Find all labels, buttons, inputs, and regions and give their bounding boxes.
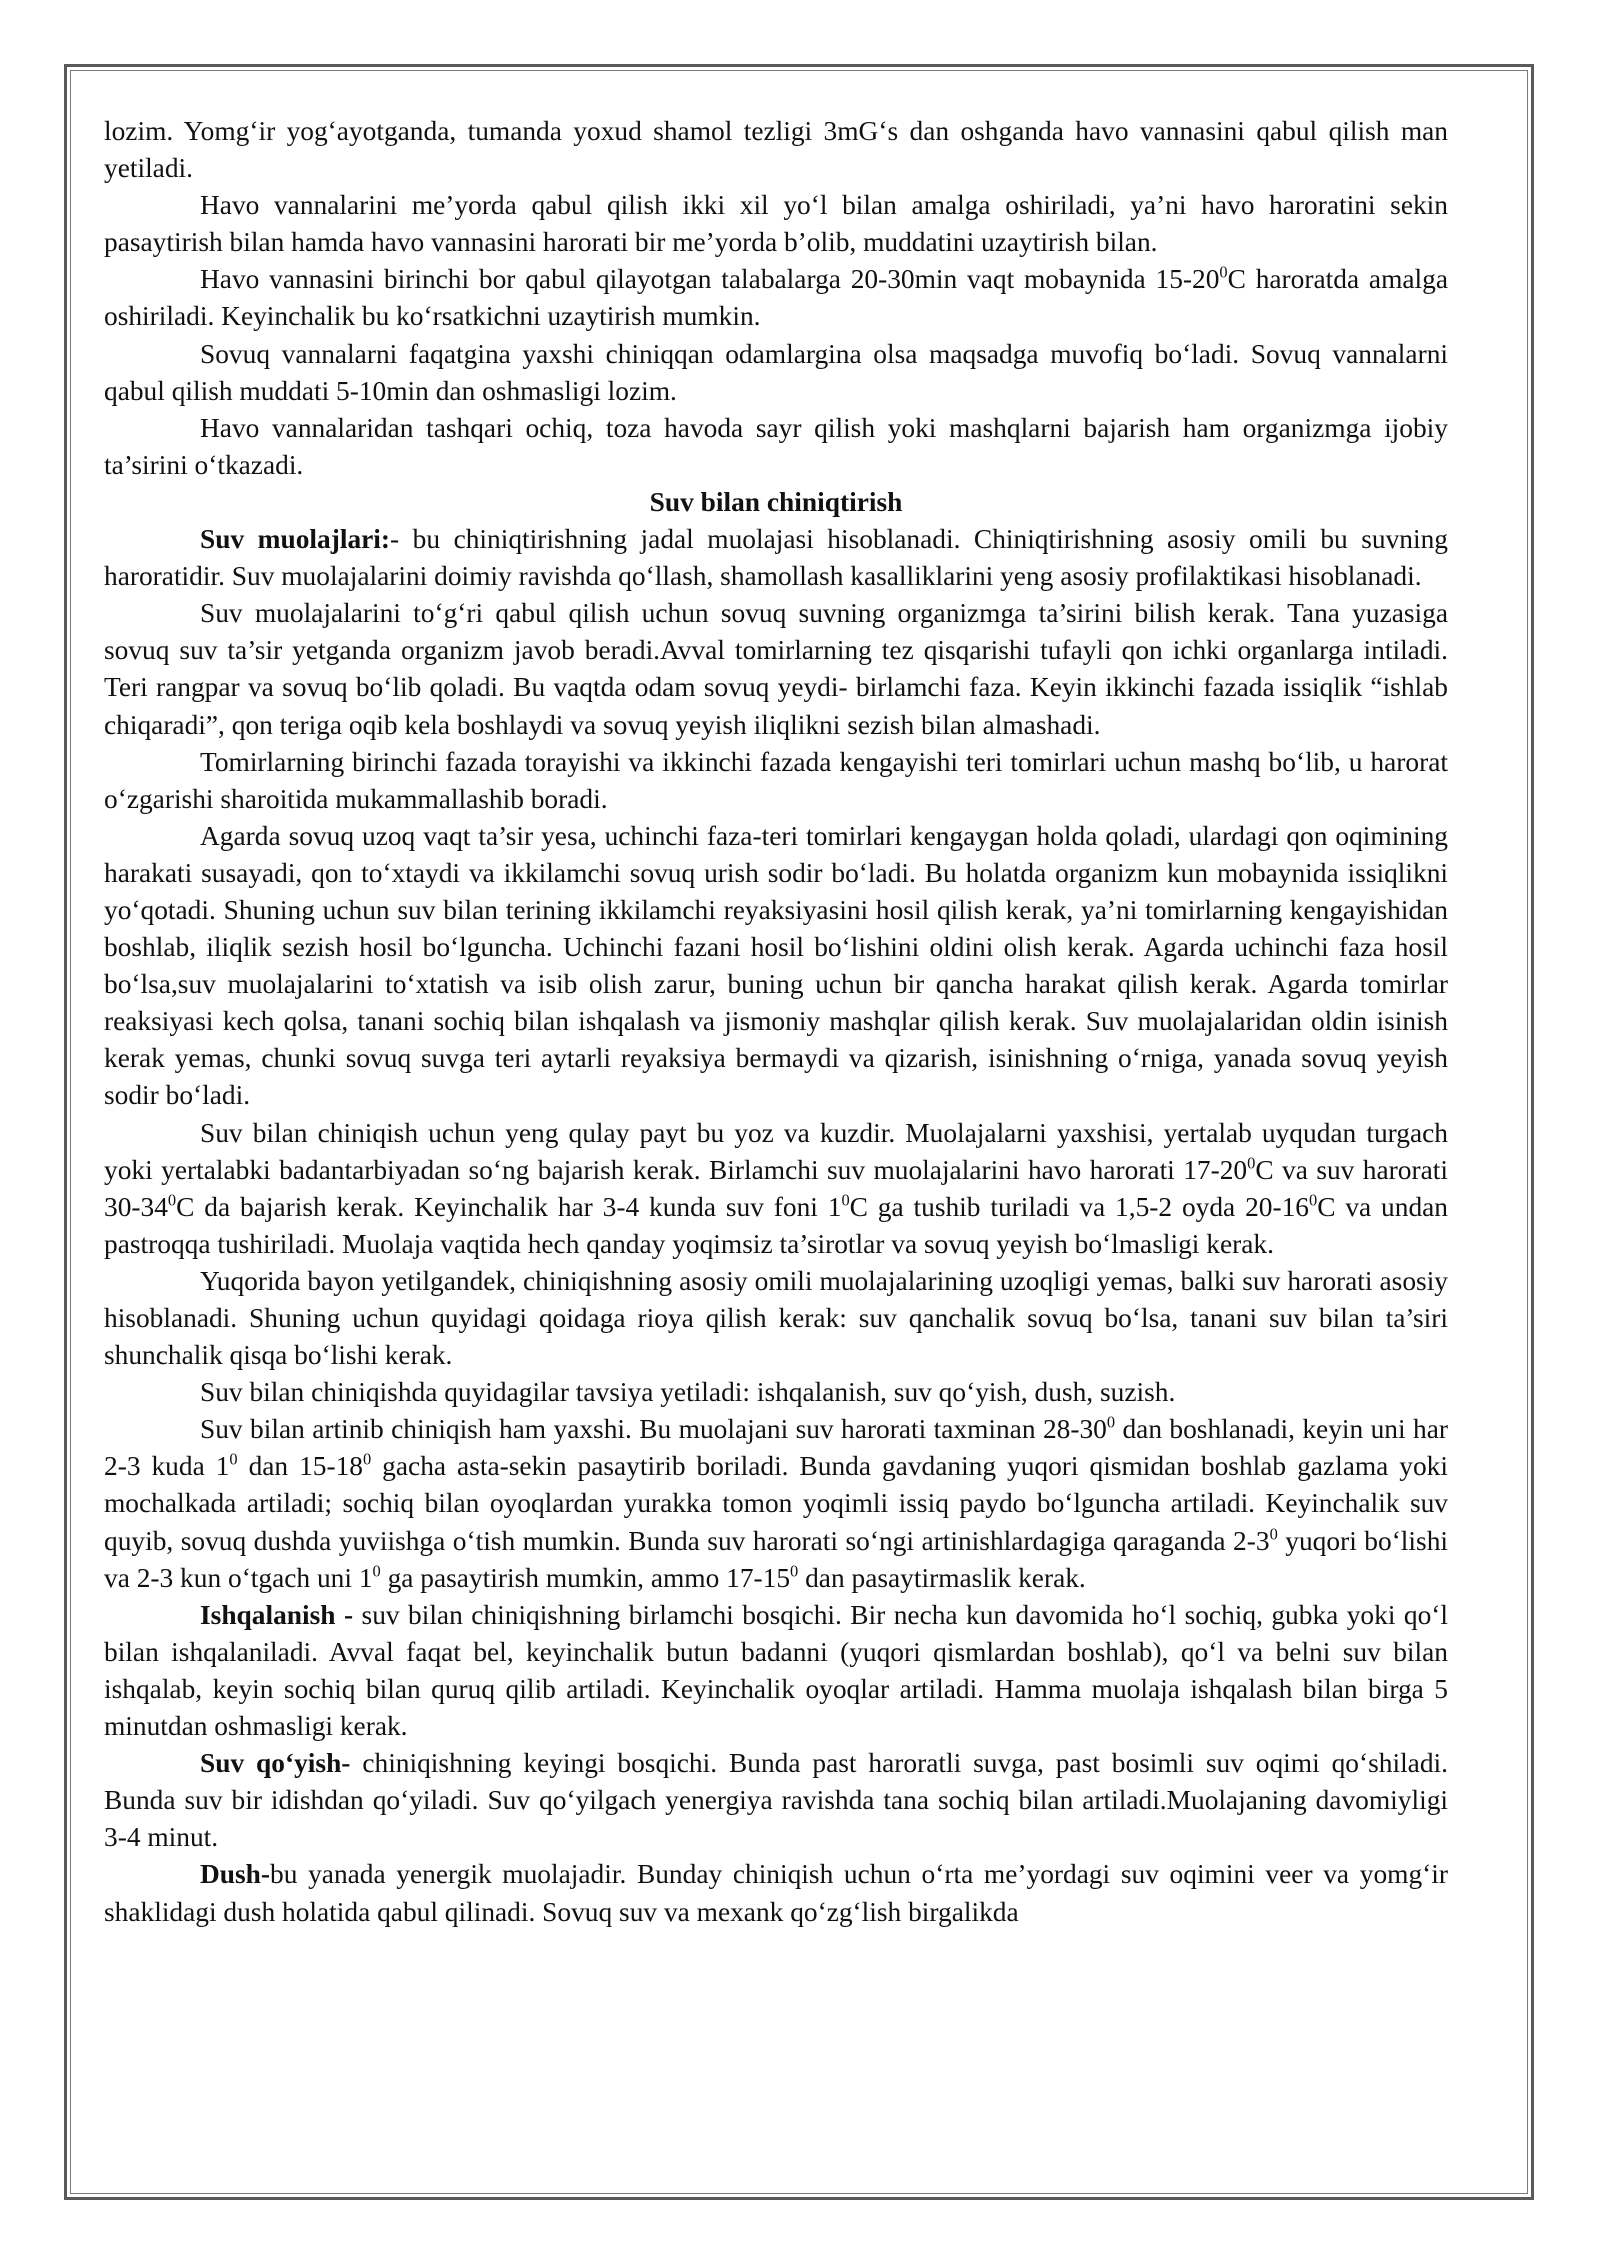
- degree-superscript: 0: [1269, 1523, 1278, 1543]
- section-heading: Suv bilan chiniqtirish: [649, 486, 903, 517]
- term-bold: Ishqalanish -: [200, 1599, 354, 1630]
- degree-superscript: 0: [790, 1560, 799, 1580]
- text-run: dan 15-18: [237, 1451, 363, 1482]
- paragraph: lozim. Yomg‘ir yog‘ayotganda, tumanda yoxud shamol tezligi 3mG‘s dan oshganda havo vannasini qabul qilish man yetiladi.: [104, 116, 1448, 184]
- degree-superscript: 0: [1106, 1412, 1116, 1432]
- text-run: - bu chiniqtirishning jadal muolajasi hisoblanadi. Chiniqtirishning asosiy omili bu suvning haroratidir. Suv muolajalarini doimiy ravishda qo‘llash, shamollash kasalliklarini yeng asosiy profilaktikasi hisoblanadi.: [104, 524, 1448, 592]
- text-run: Suv bilan artinib chiniqish ham yaxshi. Bu muolajani suv harorati taxminan 28-30: [200, 1414, 1107, 1445]
- paragraph: [104, 1115, 1448, 1263]
- document-body: [104, 113, 1448, 1931]
- paragraph: Tomirlarning birinchi fazada torayishi va ikkinchi fazada kengayishi teri tomirlari uchun mashq bo‘lib, u harorat o‘zgarishi sharoitida mukammallashib boradi.: [104, 746, 1448, 814]
- text-run: C va undan pastroqqa tushiriladi. Muolaja vaqtida hech qanday yoqimsiz ta’sirotlar va sovuq yeyish bo‘lmasligi kerak.: [104, 1191, 1448, 1259]
- degree-superscript: 0: [1247, 1152, 1256, 1172]
- text-run: Suv bilan chiniqish uchun yeng qulay payt bu yoz va kuzdir. Muolajalarni yaxshisi, yertalab uyqudan turgach yoki yertalabki badantarbiyadan so‘ng bajarish kerak. Birlamchi suv muolajalarini havo harorati 17-20: [104, 1117, 1448, 1185]
- paragraph: Suv muolajalarini to‘g‘ri qabul qilish uchun sovuq suvning organizmga ta’sirini bilish kerak. Tana yuzasiga sovuq suv ta’sir yetganda organizm javob beradi.Avval tomirlarning tez qisqarishi tufayli qon ichki organlarga intiladi. Teri rangpar va sovuq bo‘lib qoladi. Bu vaqtda odam sovuq yeydi- birlamchi faza. Keyin ikkinchi fazada issiqlik “ishlab chiqaradi”, qon teriga oqib kela boshlaydi va sovuq yeyish iliqlikni sezish bilan almashadi.: [104, 598, 1448, 740]
- degree-superscript: 0: [372, 1560, 381, 1580]
- paragraph: [104, 1597, 1448, 1745]
- paragraph: Havo vannalaridan tashqari ochiq, toza havoda sayr qilish yoki mashqlarni bajarish ham organizmga ijobiy ta’sirini o‘tkazadi.: [104, 412, 1448, 480]
- paragraph: Havo vannalarini me’yorda qabul qilish ikki xil yo‘l bilan amalga oshiriladi, ya’ni havo haroratini sekin pasaytirish bilan hamda havo vannasini harorati bir me’yorda b’olib, muddatini uzaytirish bilan.: [104, 190, 1448, 258]
- paragraph: [104, 261, 1448, 335]
- text-run: gacha asta-sekin pasaytirib boriladi. Bunda gavdaning yuqori qismidan boshlab gazlama yoki mochalkada artiladi; sochiq bilan oyoqlardan yurakka tomon yoqimli issiq paydo bo‘lguncha artiladi. Keyinchalik suv quyib, sovuq dushda yuviishga o‘tish mumkin. Bunda suv harorati so‘ngi artinishlardagiga qaraganda 2-3: [104, 1451, 1448, 1556]
- text-run: chiniqishning keyingi bosqichi. Bunda past haroratli suvga, past bosimli suv oqimi qo‘shiladi. Bunda suv bir idishdan qo‘yiladi. Suv qo‘yilgach yenergiya ravishda tana sochiq bilan artiladi.Muolajaning davomiyligi 3-4 minut.: [104, 1748, 1448, 1853]
- paragraph: Yuqorida bayon yetilgandek, chiniqishning asosiy omili muolajalarining uzoqligi yemas, balki suv harorati asosiy hisoblanadi. Shuning uchun quyidagi qoidaga rioya qilish kerak: suv qanchalik sovuq bo‘lsa, tanani suv bilan ta’siri shunchalik qisqa bo‘lishi kerak.: [104, 1265, 1448, 1371]
- paragraph: [104, 521, 1448, 595]
- paragraph: [104, 1745, 1448, 1856]
- text-run: suv bilan chiniqishning birlamchi bosqichi. Bir necha kun davomida ho‘l sochiq, gubka yoki qo‘l bilan ishqalaniladi. Avval faqat bel, keyinchalik butun badanni (yuqori qismlardan boshlab), qo‘l va belni suv bilan ishqalab, keyin sochiq bilan quruq qilib artiladi. Keyinchalik oyoqlar artiladi. Hamma muolaja ishqalash bilan birga 5 minutdan oshmasligi kerak.: [104, 1599, 1448, 1742]
- degree-superscript: 0: [1219, 262, 1228, 282]
- degree-superscript: 0: [363, 1449, 372, 1469]
- text-run: C haroratda amalga oshiriladi. Keyinchalik bu ko‘rsatkichni uzaytirish mumkin.: [104, 264, 1448, 332]
- text-run: bu yanada yenergik muolajadir. Bunday chiniqish uchun o‘rta me’yordagi suv oqimini veer va yomg‘ir shaklidagi dush holatida qabul qilinadi. Sovuq suv va mexank qo‘zg‘lish birgalikda: [104, 1859, 1448, 1927]
- paragraph: Suv bilan chiniqishda quyidagilar tavsiya yetiladi: ishqalanish, suv qo‘yish, dush, suzish.: [200, 1377, 1176, 1408]
- degree-superscript: 0: [841, 1190, 850, 1210]
- term-bold: Suv muolajlari:: [200, 524, 391, 555]
- text-run: C va suv harorati 30-34: [104, 1154, 1448, 1222]
- text-run: dan boshlanadi, keyin uni har 2-3 kuda 1: [104, 1414, 1448, 1482]
- degree-superscript: 0: [229, 1449, 238, 1469]
- text-run: dan pasaytirmaslik kerak.: [798, 1562, 1086, 1593]
- degree-superscript: 0: [167, 1190, 177, 1210]
- term-bold: Dush-: [200, 1859, 271, 1890]
- paragraph: Agarda sovuq uzoq vaqt ta’sir yesa, uchinchi faza-teri tomirlari kengaygan holda qoladi, ulardagi qon oqimining harakati susayadi, qon to‘xtaydi va ikkilamchi sovuq urish sodir bo‘ladi. Bu holatda organizm kun mobaynida issiqlikni yo‘qotadi. Shuning uchun suv bilan terining ikkilamchi reyaksiyasini hosil qilish kerak, ya’ni tomirlarning kengayishidan boshlab, iliqlik sezish hosil bo‘lguncha. Uchinchi fazani hosil bo‘lishini oldini olish kerak. Agarda uchinchi faza hosil bo‘lsa,suv muolajalarini to‘xtatish va isib olish zarur, buning uchun bir qancha harakat qilish kerak. Agarda tomirlar reaksiyasi kech qolsa, tanani sochiq bilan ishqalash va jismoniy mashqlar qilish kerak. Suv muolajalaridan oldin isinish kerak yemas, chunki sovuq suvga teri aytarli reyaksiya bermaydi va qizarish, isinishning o‘rniga, yanada sovuq yeyish sodir bo‘ladi.: [104, 820, 1448, 1111]
- text-run: C ga tushib turiladi va 1,5-2 oyda 20-16: [849, 1191, 1309, 1222]
- paragraph: [104, 1411, 1448, 1596]
- text-run: ga pasaytirish mumkin, ammo 17-15: [380, 1562, 791, 1593]
- term-bold: Suv qo‘yish-: [200, 1748, 351, 1779]
- degree-superscript: 0: [1308, 1190, 1318, 1210]
- text-run: C da bajarish kerak. Keyinchalik har 3-4 kunda suv foni 1: [176, 1191, 842, 1222]
- paragraph: Sovuq vannalarni faqatgina yaxshi chiniqqan odamlargina olsa maqsadga muvofiq bo‘ladi. Sovuq vannalarni qabul qilish muddati 5-10min dan oshmasligi lozim.: [104, 338, 1448, 406]
- paragraph: [104, 1856, 1448, 1930]
- text-run: Havo vannasini birinchi bor qabul qilayotgan talabalarga 20-30min vaqt mobaynida 15-20: [200, 264, 1220, 295]
- text-run: yuqori bo‘lishi va 2-3 kun o‘tgach uni 1: [104, 1525, 1448, 1593]
